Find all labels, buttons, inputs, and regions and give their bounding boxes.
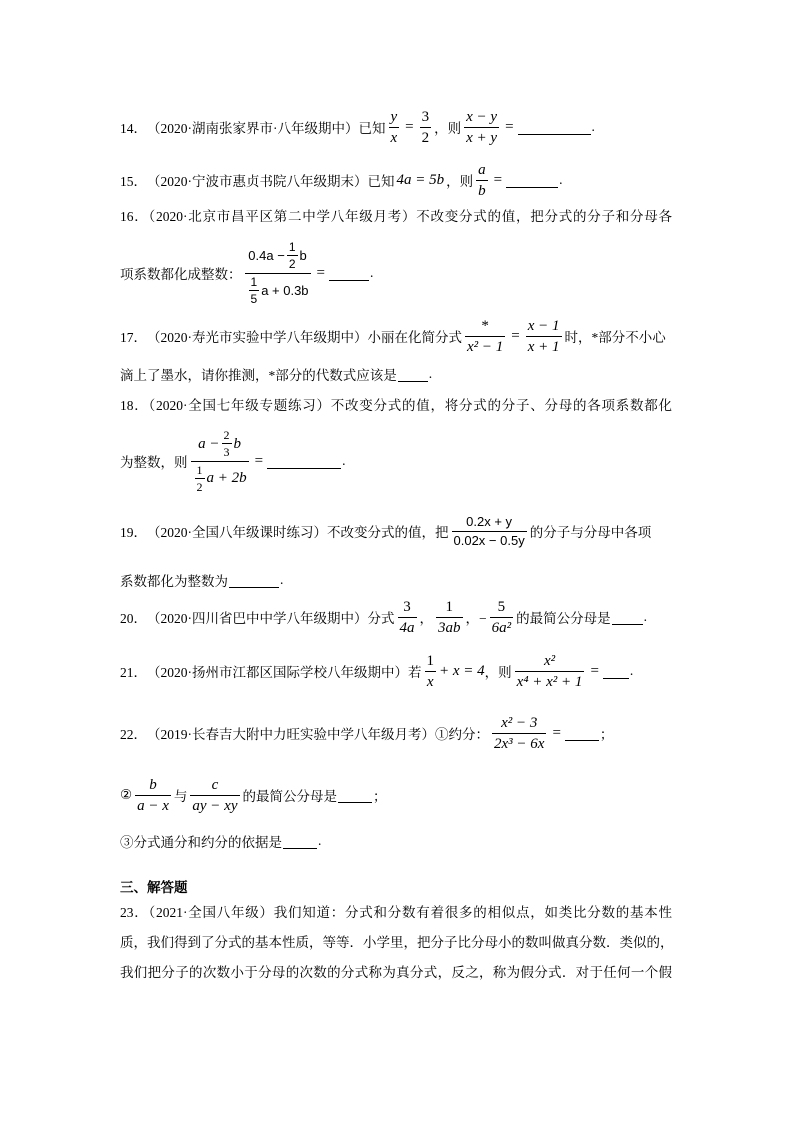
fraction-one-over-x	[425, 652, 437, 691]
question-end: .	[428, 366, 433, 381]
question-number: 18．	[120, 398, 149, 413]
question-end: .	[342, 453, 346, 468]
numerator: 1	[425, 652, 437, 672]
question-text: 项系数都化成整数：	[120, 267, 242, 282]
fraction-y-over-x	[389, 108, 400, 147]
fraction-one-fifth	[249, 275, 260, 307]
numerator: b	[135, 776, 171, 796]
question-16-line-1	[120, 202, 672, 232]
numerator: 1	[249, 275, 260, 291]
fraction-3	[490, 598, 514, 637]
answer-blank	[506, 172, 558, 188]
question-text: 若	[408, 665, 422, 680]
question-source: （2021·全国八年级）	[148, 905, 274, 920]
answer-blank	[283, 833, 317, 849]
question-text: 与	[173, 789, 188, 804]
denominator: 2x³ − 6x	[494, 735, 545, 752]
question-end: .	[643, 609, 647, 624]
answer-blank	[329, 265, 369, 281]
equals-sign: =	[590, 662, 599, 679]
numerator-term: b	[233, 435, 241, 452]
question-23-line-1	[120, 898, 672, 928]
question-end: ；	[599, 727, 614, 742]
equals-sign: =	[511, 327, 520, 344]
question-number: 16．	[120, 209, 149, 224]
denominator: 4a	[399, 619, 415, 636]
denominator: x⁴ + x² + 1	[516, 673, 583, 690]
fraction-to-reduce	[492, 714, 546, 753]
answer-blank	[565, 725, 599, 741]
question-source: （2020·全国八年级课时练习）	[147, 525, 327, 540]
question-22-part-1	[120, 701, 676, 765]
denominator: x	[390, 129, 398, 146]
question-text: 不改变分式的值，把	[327, 525, 449, 540]
separator: ，−	[465, 611, 487, 626]
denominator: x + 1	[527, 338, 560, 355]
question-source: （2020·四川省巴中中学八年级期中）	[147, 611, 368, 626]
question-number: 19．	[120, 525, 147, 540]
equals-sign: =	[316, 264, 326, 281]
equals-sign: =	[405, 118, 414, 135]
fraction-three-halves	[420, 108, 432, 147]
question-source: （2020·宁波市惠贞书院八年级期末）	[147, 174, 368, 189]
question-text: 系数都化为整数为	[120, 574, 228, 589]
numerator: *	[465, 317, 505, 337]
fraction-two-thirds	[222, 428, 232, 460]
question-end: .	[280, 572, 284, 587]
denominator: x	[426, 673, 434, 690]
question-end: .	[559, 172, 563, 187]
denominator: 3	[223, 445, 230, 460]
question-text: 不改变分式的值，把分式的分子和分母各	[416, 209, 672, 224]
numerator: 3	[398, 598, 417, 618]
fraction-target	[464, 108, 499, 147]
numerator: x²	[515, 652, 585, 672]
denominator: 2	[288, 257, 296, 272]
denominator	[191, 462, 249, 495]
question-text: 小丽在化简分式	[367, 330, 462, 345]
question-text: 的最简公分母是	[242, 789, 337, 804]
section-title: 三、解答题	[120, 880, 188, 895]
denominator: x² − 1	[467, 338, 504, 355]
question-text: 滴上了墨水，请你推测，*部分的代数式应该是	[120, 368, 397, 383]
question-text: ，则	[484, 665, 512, 680]
fraction-target	[515, 652, 585, 691]
question-16-line-2	[120, 241, 676, 305]
answer-blank	[398, 366, 428, 382]
fraction-1	[398, 598, 417, 637]
separator: ，	[419, 611, 433, 626]
question-21	[120, 639, 676, 703]
numerator: x − y	[464, 108, 499, 128]
question-text: 的分子与分母中各项	[529, 525, 652, 540]
numerator	[245, 240, 311, 274]
question-23-line-3	[120, 958, 672, 988]
answer-blank	[612, 609, 643, 625]
numerator: x − 1	[526, 317, 562, 337]
question-end: ；	[373, 789, 387, 804]
question-number: 22．	[120, 727, 147, 742]
math-expression: + x = 4	[439, 662, 485, 679]
numerator-term: a −	[198, 435, 220, 452]
denominator	[245, 274, 311, 307]
numerator: 3	[420, 108, 432, 128]
numerator-term: b	[299, 247, 307, 263]
numerator: a	[476, 161, 488, 181]
answer-blank	[603, 663, 629, 679]
question-source: （2019·长春吉大附中力旺实验中学八年级月考）	[147, 727, 435, 742]
question-text: 不改变分式的值，将分式的分子、分母的各项系数都化	[330, 398, 672, 413]
equals-sign: =	[493, 171, 503, 188]
question-end: .	[629, 663, 634, 678]
question-text: ，则	[446, 174, 474, 189]
question-text: 已知	[358, 121, 386, 136]
question-18-line-1	[120, 391, 672, 421]
decimal-fraction	[452, 514, 527, 548]
question-source: （2020·湖南张家界市·八年级期中）	[147, 121, 359, 136]
denominator: a − x	[137, 797, 169, 814]
part-label: ①约分：	[435, 727, 489, 742]
compound-fraction	[191, 428, 249, 495]
question-text: 时，*部分不小心	[564, 330, 666, 345]
numerator: 2	[222, 428, 232, 444]
question-source: （2020·扬州市江都区国际学校八年级期中）	[147, 665, 408, 680]
fraction-2	[436, 598, 463, 637]
fraction-a-over-b	[476, 161, 488, 200]
answer-blank	[518, 119, 591, 135]
question-text: 我们把分子的次数小于分母的次数的分式称为真分式，反之，称为假分式．对于任何一个假	[120, 965, 672, 980]
equals-sign: =	[552, 724, 561, 741]
denominator: 2	[421, 129, 430, 146]
numerator: 1	[287, 240, 298, 256]
numerator: c	[190, 776, 239, 796]
denominator-term: a + 2b	[206, 470, 247, 487]
question-source: （2020·全国七年级专题练习）	[148, 398, 331, 413]
denominator: ay − xy	[192, 797, 238, 814]
numerator: 0.2x + y	[452, 514, 527, 532]
numerator: 5	[490, 598, 514, 618]
compound-fraction	[245, 240, 311, 307]
denominator: b	[478, 182, 486, 199]
equals-sign: =	[505, 118, 514, 135]
question-end: .	[318, 833, 322, 848]
denominator: x + y	[466, 129, 498, 146]
fraction-one-half	[195, 463, 205, 495]
equals-sign: =	[254, 452, 264, 469]
question-number: 15．	[120, 174, 147, 189]
numerator: y	[389, 108, 400, 128]
question-text: ③分式通分和约分的依据是	[120, 835, 282, 850]
question-number: 23．	[120, 905, 149, 920]
numerator: x² − 3	[492, 714, 546, 734]
question-number: 20．	[120, 611, 147, 626]
answer-blank	[338, 787, 372, 803]
question-source: （2020·寿光市实验中学八年级期中）	[147, 330, 368, 345]
part-label: ②	[120, 787, 133, 802]
denominator: 5	[250, 291, 258, 306]
fraction-one-half	[287, 240, 298, 272]
question-number: 14．	[120, 121, 147, 136]
question-number: 17．	[120, 330, 147, 345]
denominator: 6a²	[491, 619, 512, 636]
question-text: 已知	[367, 174, 395, 189]
answer-blank	[267, 453, 341, 469]
question-18-line-2	[120, 429, 676, 493]
numerator: 1	[195, 463, 205, 479]
question-text: ，则	[434, 121, 462, 136]
question-end: .	[591, 119, 595, 134]
denominator: 2	[196, 479, 203, 494]
question-text: 的最简公分母是	[516, 611, 611, 626]
question-text: 我们知道：分式和分数有着很多的相似点，如类比分数的基本性	[273, 905, 672, 920]
question-23-line-2	[120, 928, 672, 958]
question-text: 分式	[367, 611, 395, 626]
math-expression: 4a = 5b	[396, 171, 445, 188]
question-end: .	[370, 265, 374, 280]
denominator: 0.02x − 0.5y	[453, 532, 525, 548]
question-text: 质，我们得到了分式的基本性质，等等．小学里，把分子比分母小的数叫做真分数．类似的，	[120, 935, 674, 950]
question-source: （2020·北京市昌平区第二中学八年级月考）	[148, 209, 417, 224]
question-number: 21．	[120, 665, 147, 680]
numerator-term: 0.4a −	[248, 247, 285, 263]
numerator	[191, 428, 249, 462]
denominator-term: a + 0.3b	[261, 282, 309, 298]
numerator: 1	[436, 598, 463, 618]
question-text: 为整数，则	[120, 455, 188, 470]
denominator: 3ab	[438, 619, 461, 636]
